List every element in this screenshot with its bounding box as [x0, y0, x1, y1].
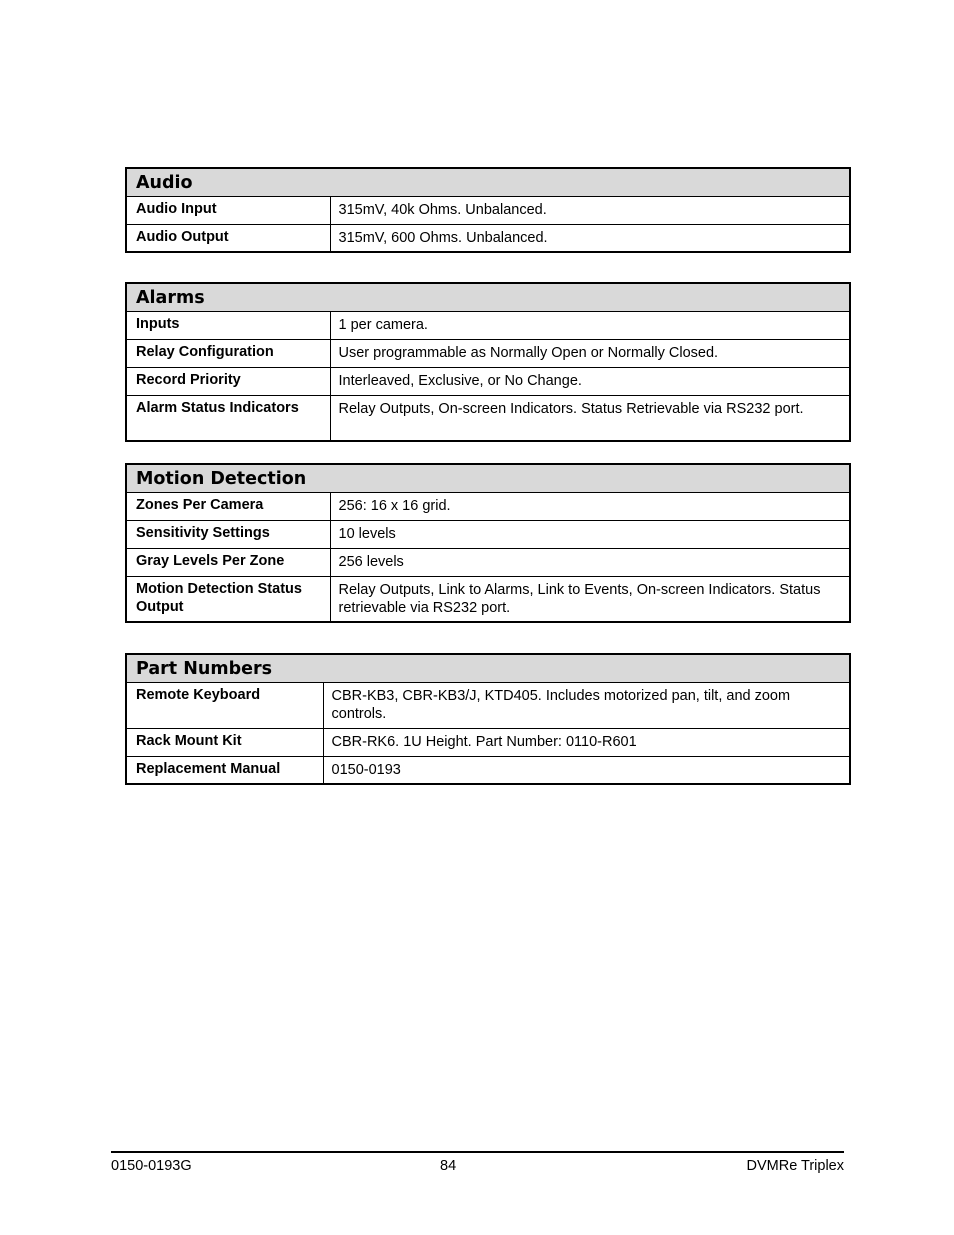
table-row: [126, 339, 850, 367]
row-label: Gray Levels Per Zone: [126, 548, 330, 576]
row-value: 0150-0193: [323, 756, 850, 784]
alarms-table: [125, 282, 851, 442]
section-title: Motion Detection: [126, 464, 850, 492]
footer-page-number: 84: [440, 1158, 457, 1174]
section-title: Part Numbers: [126, 654, 850, 682]
table-row: [126, 492, 850, 520]
row-label: Audio Input: [126, 196, 330, 224]
row-value: 315mV, 600 Ohms. Unbalanced.: [330, 224, 850, 252]
row-value: CBR-KB3, CBR-KB3/J, KTD405. Includes motorized pan, tilt, and zoom controls.: [323, 682, 850, 728]
row-value: User programmable as Normally Open or Normally Closed.: [330, 339, 850, 367]
table-row: [126, 224, 850, 252]
row-value: Relay Outputs, On-screen Indicators. Status Retrievable via RS232 port.: [330, 395, 850, 441]
row-value: 256: 16 x 16 grid.: [330, 492, 850, 520]
row-label: Replacement Manual: [126, 756, 323, 784]
section-title: Alarms: [126, 283, 850, 311]
row-value: 256 levels: [330, 548, 850, 576]
audio-table: [125, 167, 851, 253]
table-row: [126, 728, 850, 756]
part-numbers-table: [125, 653, 851, 785]
row-value: 10 levels: [330, 520, 850, 548]
row-label: Sensitivity Settings: [126, 520, 330, 548]
row-value: 1 per camera.: [330, 311, 850, 339]
page-footer: [111, 1151, 844, 1174]
row-label: Motion Detection Status Output: [126, 576, 330, 622]
table-row: [126, 311, 850, 339]
row-label: Remote Keyboard: [126, 682, 323, 728]
table-row: [126, 395, 850, 441]
row-label: Audio Output: [126, 224, 330, 252]
row-value: Relay Outputs, Link to Alarms, Link to Events, On-screen Indicators. Status retrievable via RS232 port.: [330, 576, 850, 622]
row-label: Zones Per Camera: [126, 492, 330, 520]
footer-doc-number: 0150-0193G: [111, 1158, 192, 1174]
row-value: Interleaved, Exclusive, or No Change.: [330, 367, 850, 395]
table-row: [126, 756, 850, 784]
table-row: [126, 576, 850, 622]
audio-header: [126, 168, 850, 196]
part-numbers-header: [126, 654, 850, 682]
table-row: [126, 682, 850, 728]
table-row: [126, 548, 850, 576]
table-row: [126, 367, 850, 395]
table-row: [126, 520, 850, 548]
row-value: CBR-RK6. 1U Height. Part Number: 0110-R601: [323, 728, 850, 756]
section-title: Audio: [126, 168, 850, 196]
table-row: [126, 196, 850, 224]
row-label: Rack Mount Kit: [126, 728, 323, 756]
row-label: Record Priority: [126, 367, 330, 395]
footer-product-name: DVMRe Triplex: [746, 1158, 844, 1174]
row-label: Relay Configuration: [126, 339, 330, 367]
row-label: Inputs: [126, 311, 330, 339]
motion-detection-table: [125, 463, 851, 623]
alarms-header: [126, 283, 850, 311]
row-value: 315mV, 40k Ohms. Unbalanced.: [330, 196, 850, 224]
row-label: Alarm Status Indicators: [126, 395, 330, 441]
motion-detection-header: [126, 464, 850, 492]
